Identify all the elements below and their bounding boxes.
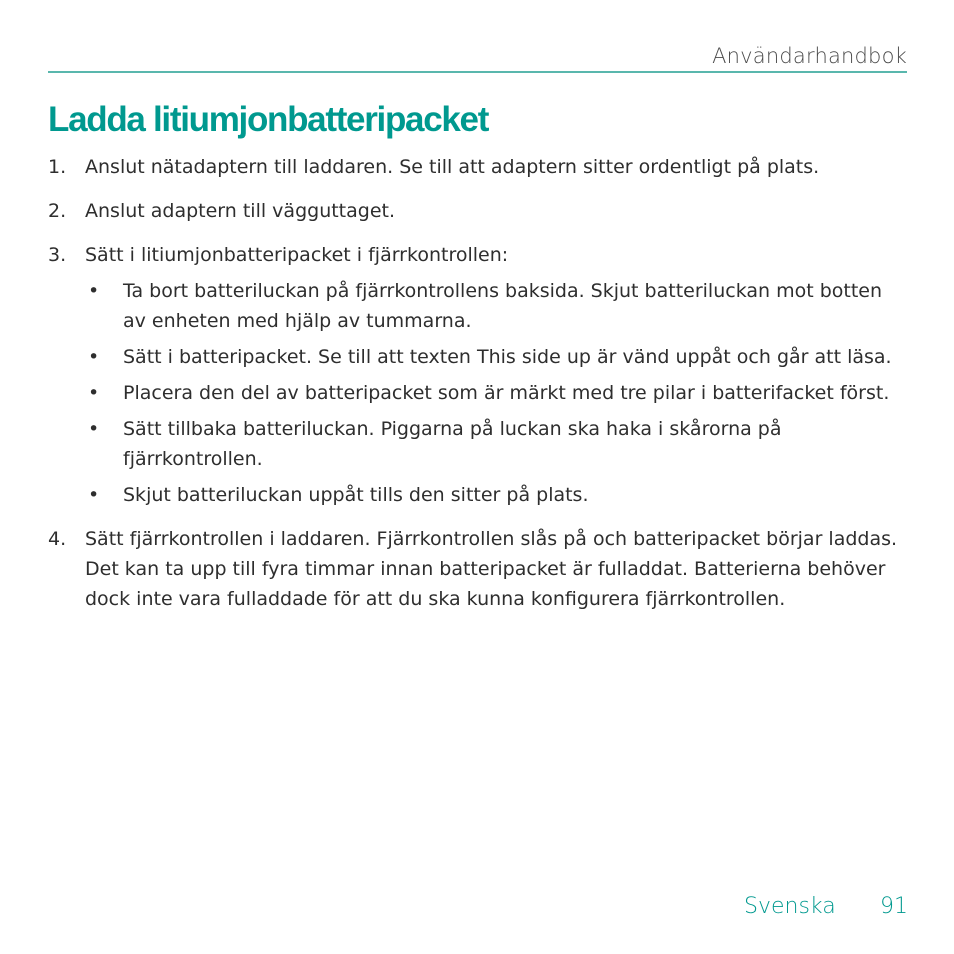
step-text: Anslut adaptern till vägguttaget.: [85, 200, 396, 222]
document-header-label: Användarhandbok: [712, 44, 907, 68]
bullet-icon: •: [88, 280, 100, 302]
substep-text: Sätt i batteripacket. Se till att texten This side up är vänd uppåt och går att läsa.: [123, 346, 892, 368]
step-item: [48, 196, 910, 226]
step-text: Sätt fjärrkontrollen i laddaren. Fjärrkontrollen slås på och batteripacket börjar laddas. Det kan ta upp till fyra timmar innan batteripacket är fulladdat. Batterierna behöver dock inte vara fulladdade för att du ska kunna konfigurera fjärrkontrollen.: [85, 528, 898, 610]
header-divider: [48, 71, 907, 73]
step-number: 4.: [48, 528, 67, 550]
instructions-content: [48, 152, 910, 628]
substeps-list: [85, 276, 910, 510]
bullet-icon: •: [88, 484, 100, 506]
substep-item: [85, 480, 910, 510]
substep-item: [85, 342, 910, 372]
substep-item: [85, 276, 910, 336]
page-title: Ladda litiumjonbatteripacket: [48, 100, 489, 139]
substep-text: Skjut batteriluckan uppåt tills den sitter på plats.: [123, 484, 589, 506]
substep-text: Placera den del av batteripacket som är märkt med tre pilar i batterifacket först.: [123, 382, 890, 404]
substep-text: Sätt tillbaka batteriluckan. Piggarna på luckan ska haka i skårorna på fjärrkontrollen.: [123, 418, 782, 470]
step-item: [48, 152, 910, 182]
step-item: [48, 240, 910, 510]
substep-item: [85, 414, 910, 474]
step-number: 2.: [48, 200, 67, 222]
substep-item: [85, 378, 910, 408]
substep-text: Ta bort batteriluckan på fjärrkontrollens baksida. Skjut batteriluckan mot botten av enheten med hjälp av tummarna.: [123, 280, 883, 332]
page-number: 91: [880, 894, 908, 919]
step-number: 3.: [48, 244, 67, 266]
step-number: 1.: [48, 156, 67, 178]
bullet-icon: •: [88, 346, 100, 368]
step-item: [48, 524, 910, 614]
steps-list: [48, 152, 910, 614]
step-text: Anslut nätadaptern till laddaren. Se till att adaptern sitter ordentligt på plats.: [85, 156, 820, 178]
step-text: Sätt i litiumjonbatteripacket i fjärrkontrollen:: [85, 244, 509, 266]
bullet-icon: •: [88, 418, 100, 440]
footer-language: Svenska: [744, 894, 836, 919]
bullet-icon: •: [88, 382, 100, 404]
